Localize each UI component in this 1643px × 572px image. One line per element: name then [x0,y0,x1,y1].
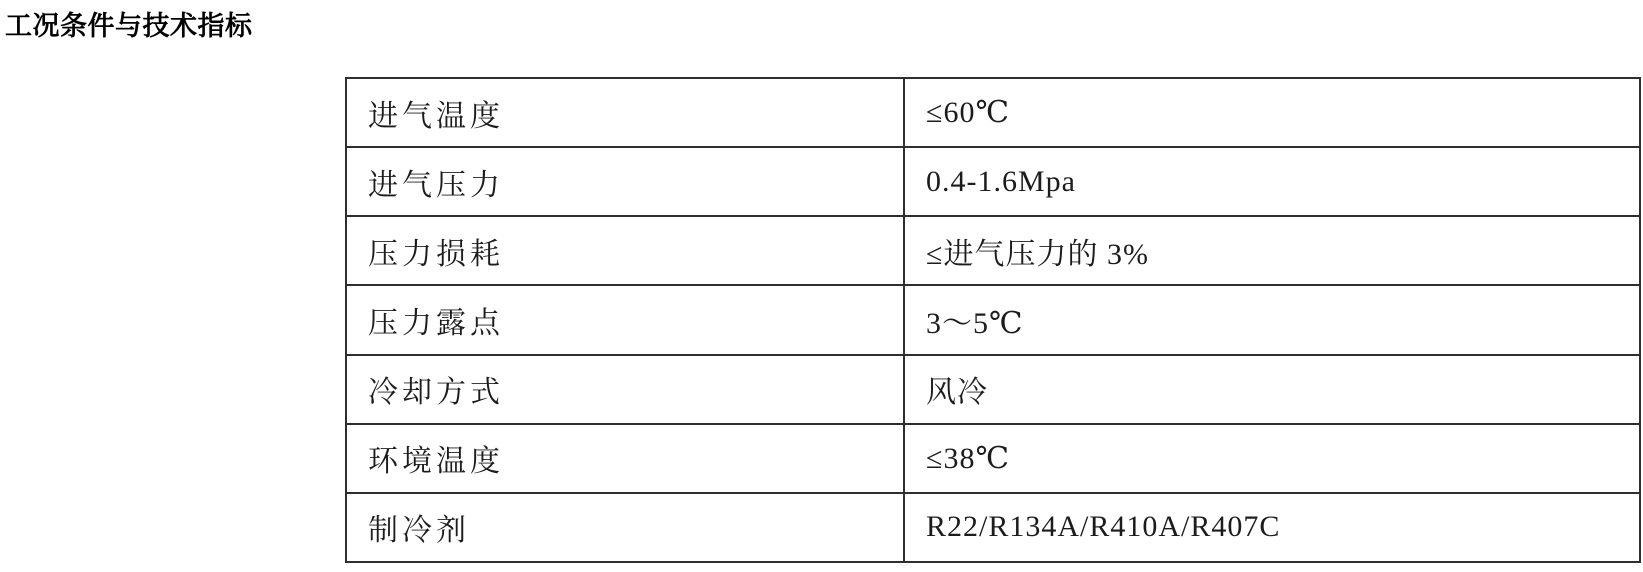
spec-value-intake-temperature: ≤60℃ [904,78,1640,147]
spec-value-intake-pressure: 0.4-1.6Mpa [904,147,1640,216]
spec-label-intake-temperature: 进气温度 [346,78,904,147]
spec-label-ambient-temperature: 环境温度 [346,424,904,493]
table-row [346,355,1640,424]
spec-label-pressure-loss: 压力损耗 [346,216,904,285]
spec-value-pressure-loss: ≤进气压力的 3% [904,216,1640,285]
table-row [346,216,1640,285]
spec-label-intake-pressure: 进气压力 [346,147,904,216]
spec-label-refrigerant: 制冷剂 [346,493,904,562]
table-row [346,147,1640,216]
spec-table [345,77,1641,563]
table-row [346,78,1640,147]
spec-value-pressure-dew-point: 3～5℃ [904,285,1640,354]
table-row [346,493,1640,562]
spec-value-cooling-method: 风冷 [904,355,1640,424]
spec-label-cooling-method: 冷却方式 [346,355,904,424]
spec-label-pressure-dew-point: 压力露点 [346,285,904,354]
table-row [346,285,1640,354]
table-row [346,424,1640,493]
spec-value-refrigerant: R22/R134A/R410A/R407C [904,493,1640,562]
page-title: 工况条件与技术指标 [5,11,253,41]
spec-value-ambient-temperature: ≤38℃ [904,424,1640,493]
